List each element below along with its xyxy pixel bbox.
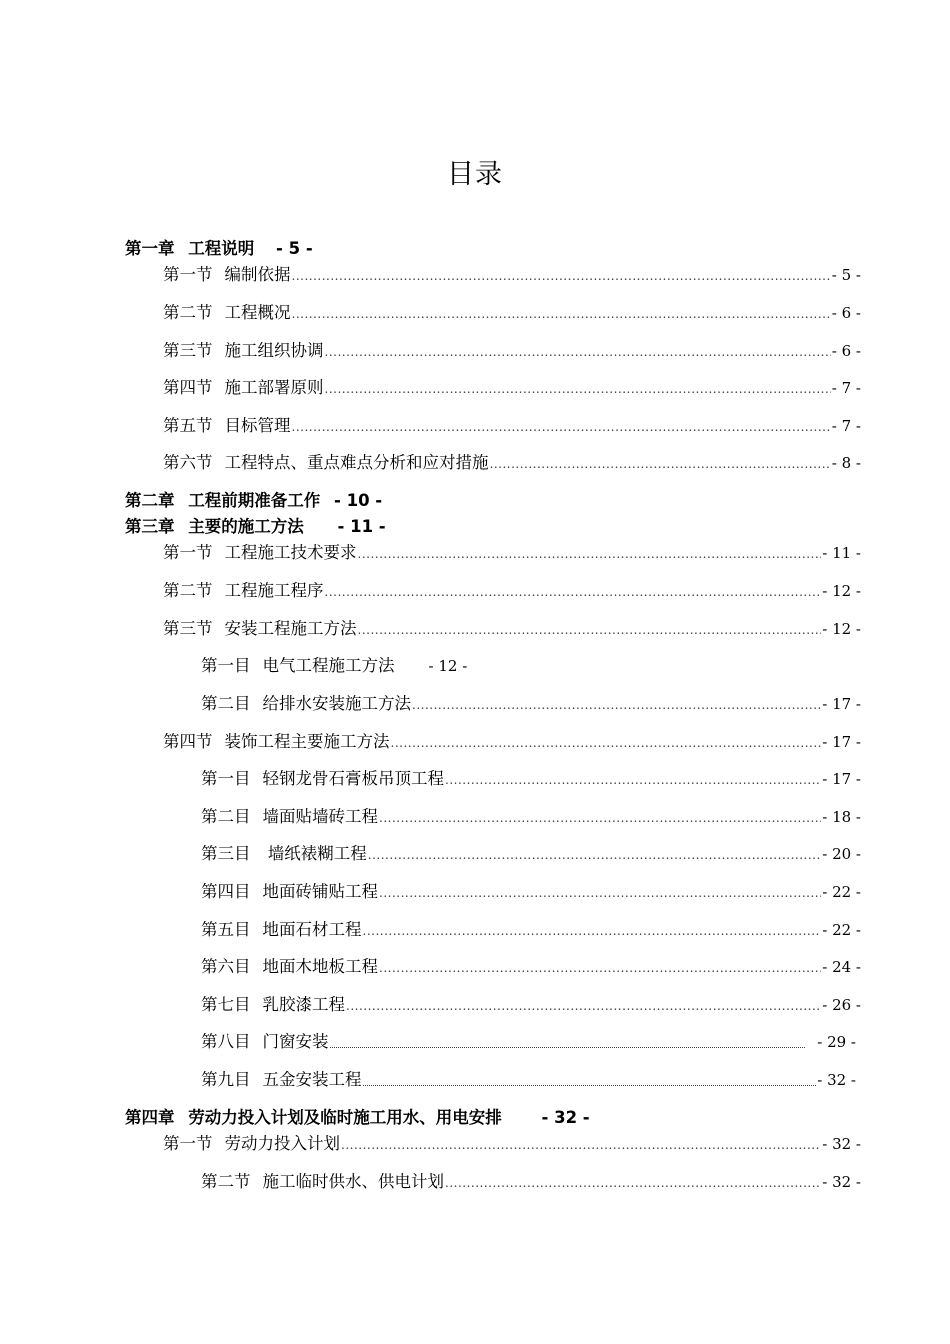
entry-page: - 8 - bbox=[831, 454, 861, 472]
leader-dots bbox=[368, 844, 821, 866]
entry-page: - 12 - bbox=[822, 620, 861, 638]
entry-page: - 17 - bbox=[822, 770, 861, 788]
toc-entry[interactable] bbox=[163, 377, 861, 400]
chapter-page: - 32 - bbox=[541, 1108, 590, 1127]
entry-number: 第八目 bbox=[201, 1032, 251, 1051]
toc-entry[interactable] bbox=[163, 340, 861, 363]
toc-entry[interactable] bbox=[201, 1069, 856, 1091]
chapter-page: - 5 - bbox=[276, 239, 313, 258]
entry-number: 第二目 bbox=[201, 694, 251, 713]
entry-page: - 17 - bbox=[822, 733, 861, 751]
leader-dots bbox=[379, 807, 821, 829]
entry-number: 第五目 bbox=[201, 920, 251, 939]
entry-number: 第一目 bbox=[201, 656, 251, 675]
chapter-number: 第一章 bbox=[125, 239, 175, 258]
leader-dots bbox=[358, 619, 822, 641]
entry-number: 第五节 bbox=[163, 416, 213, 435]
leader-dots bbox=[325, 378, 831, 400]
entry-title: 地面石材工程 bbox=[262, 920, 362, 939]
entry-page: - 22 - bbox=[822, 921, 861, 939]
leader-dots bbox=[445, 769, 821, 791]
leader-dots bbox=[341, 1134, 821, 1156]
entry-title: 轻钢龙骨石膏板吊顶工程 bbox=[262, 769, 444, 788]
toc-entry[interactable] bbox=[201, 806, 861, 829]
entry-number: 第四目 bbox=[201, 882, 251, 901]
entry-title: 目标管理 bbox=[224, 416, 291, 435]
entry-title: 墙纸裱糊工程 bbox=[262, 844, 367, 863]
chapter-title: 主要的施工方法 bbox=[188, 517, 304, 536]
leader-dots bbox=[292, 416, 831, 438]
chapter-title: 工程说明 bbox=[188, 239, 255, 258]
entry-number: 第六目 bbox=[201, 957, 251, 976]
entry-title: 地面木地板工程 bbox=[262, 957, 378, 976]
entry-page: - 22 - bbox=[822, 883, 861, 901]
leader-dots bbox=[363, 1084, 817, 1086]
entry-number: 第四节 bbox=[163, 378, 213, 397]
toc-entry[interactable] bbox=[163, 731, 861, 754]
entry-number: 第一目 bbox=[201, 769, 251, 788]
toc-entry[interactable] bbox=[201, 655, 467, 677]
toc-entry[interactable] bbox=[201, 994, 861, 1017]
toc-entry[interactable] bbox=[201, 956, 861, 979]
entry-number: 第二目 bbox=[201, 807, 251, 826]
entry-title: 工程概况 bbox=[224, 303, 291, 322]
entry-number: 第一节 bbox=[163, 1134, 213, 1153]
entry-page: - 7 - bbox=[831, 379, 861, 397]
entry-number: 第七目 bbox=[201, 995, 251, 1014]
leader-dots bbox=[445, 1172, 821, 1194]
entry-page: - 26 - bbox=[822, 996, 861, 1014]
chapter-title: 劳动力投入计划及临时施工用水、用电安排 bbox=[188, 1108, 502, 1127]
leader-dots bbox=[363, 920, 822, 942]
entry-page: - 32 - bbox=[822, 1135, 861, 1153]
entry-number: 第六节 bbox=[163, 453, 213, 472]
entry-number: 第二节 bbox=[201, 1172, 251, 1191]
toc-entry[interactable] bbox=[201, 1031, 856, 1053]
entry-page: - 12 - bbox=[428, 657, 468, 675]
entry-page: - 6 - bbox=[831, 304, 861, 322]
entry-title: 施工组织协调 bbox=[224, 341, 324, 360]
toc-entry[interactable] bbox=[201, 768, 861, 791]
entry-title: 电气工程施工方法 bbox=[262, 656, 395, 675]
entry-title: 乳胶漆工程 bbox=[262, 995, 345, 1014]
entry-page: - 20 - bbox=[822, 845, 861, 863]
toc-entry[interactable] bbox=[163, 452, 861, 475]
toc-entry[interactable] bbox=[163, 264, 861, 287]
entry-title: 工程施工程序 bbox=[224, 581, 324, 600]
leader-dots bbox=[412, 694, 821, 716]
entry-number: 第四节 bbox=[163, 732, 213, 751]
leader-dots bbox=[292, 303, 831, 325]
chapter-number: 第三章 bbox=[125, 517, 175, 536]
chapter-title: 工程前期准备工作 bbox=[188, 491, 321, 510]
entry-title: 门窗安装 bbox=[262, 1032, 329, 1051]
leader-dots bbox=[490, 453, 831, 475]
toc-entry[interactable] bbox=[163, 542, 861, 565]
entry-title: 安装工程施工方法 bbox=[224, 619, 357, 638]
toc-entry[interactable] bbox=[163, 302, 861, 325]
entry-title: 劳动力投入计划 bbox=[224, 1134, 340, 1153]
entry-page: - 24 - bbox=[822, 958, 861, 976]
entry-page: - 18 - bbox=[822, 808, 861, 826]
toc-entry[interactable] bbox=[201, 1171, 861, 1194]
entry-title: 地面砖铺贴工程 bbox=[262, 882, 378, 901]
toc-entry[interactable] bbox=[201, 881, 861, 904]
entry-title: 墙面贴墙砖工程 bbox=[262, 807, 378, 826]
toc-entry[interactable] bbox=[163, 415, 861, 438]
leader-dots bbox=[292, 265, 831, 287]
chapter-number: 第四章 bbox=[125, 1108, 175, 1127]
entry-page: - 32 - bbox=[817, 1071, 856, 1089]
document-title: 目录 bbox=[447, 159, 503, 190]
toc-entry[interactable] bbox=[201, 693, 861, 716]
entry-page: - 17 - bbox=[822, 695, 861, 713]
toc-chapter[interactable] bbox=[125, 516, 386, 538]
entry-number: 第一节 bbox=[163, 543, 213, 562]
chapter-number: 第二章 bbox=[125, 491, 175, 510]
entry-title: 施工部署原则 bbox=[224, 378, 324, 397]
entry-title: 编制依据 bbox=[224, 265, 291, 284]
toc-chapter[interactable] bbox=[125, 238, 313, 260]
entry-title: 装饰工程主要施工方法 bbox=[224, 732, 390, 751]
chapter-page: - 10 - bbox=[334, 491, 383, 510]
toc-entry[interactable] bbox=[201, 843, 861, 866]
entry-number: 第三目 bbox=[201, 844, 251, 863]
toc-chapter[interactable] bbox=[125, 490, 382, 512]
entry-page: - 6 - bbox=[831, 342, 861, 360]
leader-dots bbox=[330, 1046, 806, 1048]
entry-title: 五金安装工程 bbox=[262, 1070, 362, 1089]
toc-entry[interactable] bbox=[163, 580, 861, 603]
entry-number: 第九目 bbox=[201, 1070, 251, 1089]
toc-entry[interactable] bbox=[201, 919, 861, 942]
leader-dots bbox=[358, 543, 822, 565]
leader-dots bbox=[391, 732, 822, 754]
toc-entry[interactable] bbox=[163, 618, 861, 641]
entry-number: 第二节 bbox=[163, 581, 213, 600]
chapter-page: - 11 - bbox=[337, 517, 386, 536]
toc-chapter[interactable] bbox=[125, 1107, 590, 1129]
entry-page: - 5 - bbox=[831, 266, 861, 284]
entry-title: 给排水安装施工方法 bbox=[262, 694, 411, 713]
entry-title: 施工临时供水、供电计划 bbox=[262, 1172, 444, 1191]
entry-page: - 11 - bbox=[822, 544, 861, 562]
leader-dots bbox=[379, 882, 821, 904]
entry-number: 第一节 bbox=[163, 265, 213, 284]
entry-title: 工程特点、重点难点分析和应对措施 bbox=[224, 453, 489, 472]
entry-page: - 7 - bbox=[831, 417, 861, 435]
toc-entry[interactable] bbox=[163, 1133, 861, 1156]
entry-page: - 12 - bbox=[822, 582, 861, 600]
entry-number: 第三节 bbox=[163, 619, 213, 638]
leader-dots bbox=[325, 341, 831, 363]
entry-number: 第三节 bbox=[163, 341, 213, 360]
entry-page: - 32 - bbox=[822, 1173, 861, 1191]
leader-dots bbox=[325, 581, 822, 603]
leader-dots bbox=[379, 957, 821, 979]
leader-dots bbox=[346, 995, 821, 1017]
entry-number: 第二节 bbox=[163, 303, 213, 322]
entry-page: - 29 - bbox=[817, 1033, 856, 1051]
entry-title: 工程施工技术要求 bbox=[224, 543, 357, 562]
